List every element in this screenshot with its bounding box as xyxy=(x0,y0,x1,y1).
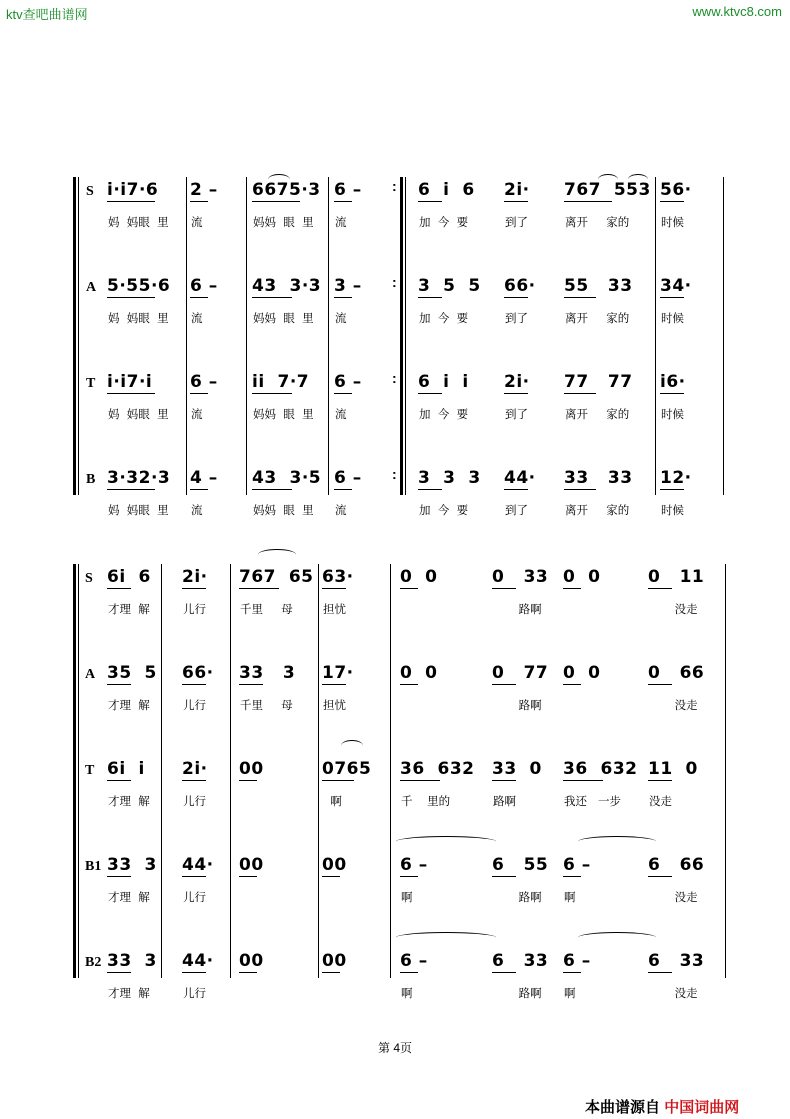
lyric: 流 xyxy=(191,311,203,325)
lyric: 才理 解 xyxy=(108,986,150,1000)
lyric: 加 今 要 xyxy=(419,407,469,421)
header-left: ktv查吧曲谱网 xyxy=(6,7,88,22)
beam-line xyxy=(492,876,516,877)
beam-line xyxy=(107,588,131,589)
note-group: 33 33 xyxy=(564,468,633,488)
beam-line xyxy=(648,588,672,589)
note-group: 66· xyxy=(182,663,214,683)
beam-line xyxy=(400,684,418,685)
slur-arc xyxy=(268,174,290,185)
lyric: 妈 妈眼 里 xyxy=(108,407,169,421)
note-group: 44· xyxy=(182,855,214,875)
beam-line xyxy=(660,297,684,298)
beam-line xyxy=(504,201,528,202)
note-group: 43 3·5 xyxy=(252,468,322,488)
beam-line xyxy=(564,297,596,298)
note-group: 66· xyxy=(504,276,536,296)
note-group: 2i· xyxy=(504,180,530,200)
beam-line xyxy=(322,588,346,589)
note-group: 6 – xyxy=(563,855,591,875)
slur-arc xyxy=(341,740,363,751)
note-group: 0765 xyxy=(322,759,372,779)
source-credit-a: 本曲谱源自 xyxy=(585,1099,661,1116)
barline xyxy=(655,177,656,495)
barline xyxy=(161,564,162,978)
note-group: 0 0 xyxy=(563,663,601,683)
slur-arc xyxy=(578,836,656,847)
part-label: S xyxy=(86,184,94,199)
beam-line xyxy=(400,972,418,973)
lyric: 时候 xyxy=(661,407,684,421)
beam-line xyxy=(418,201,442,202)
note-group: 0 11 xyxy=(648,567,705,587)
note-group: 6 – xyxy=(334,372,362,392)
part-label: B1 xyxy=(85,859,102,874)
beam-line xyxy=(239,684,263,685)
note-group: 6 55 xyxy=(492,855,549,875)
lyric: 离开 家的 xyxy=(565,407,630,421)
lyric: 到了 xyxy=(505,311,528,325)
beam-line xyxy=(190,201,208,202)
lyric: 加 今 要 xyxy=(419,215,469,229)
lyric: 没走 xyxy=(649,698,698,712)
note-group: 3 3 3 xyxy=(418,468,481,488)
part-label: A xyxy=(86,280,97,295)
note-group: 6 33 xyxy=(648,951,705,971)
part-label: T xyxy=(85,763,95,778)
beam-line xyxy=(107,780,131,781)
part-label: B2 xyxy=(85,955,102,970)
beam-line xyxy=(107,201,155,202)
beam-line xyxy=(322,876,340,877)
note-group: 0 33 xyxy=(492,567,549,587)
lyric: 路啊 xyxy=(493,890,542,904)
beam-line xyxy=(239,972,257,973)
note-group: i6· xyxy=(660,372,686,392)
beam-line xyxy=(492,588,516,589)
barline xyxy=(246,177,247,495)
beam-line xyxy=(648,876,672,877)
beam-line xyxy=(504,393,528,394)
lyric: 妈妈 眼 里 xyxy=(253,503,314,517)
note-group: 767 65 xyxy=(239,567,314,587)
lyric: 到了 xyxy=(505,407,528,421)
beam-line xyxy=(400,588,418,589)
note-group: 6 – xyxy=(400,855,428,875)
note-group: 6 i i xyxy=(418,372,469,392)
lyric: 才理 解 xyxy=(108,698,150,712)
note-group: i·i7·6 xyxy=(107,180,159,200)
beam-line xyxy=(564,393,596,394)
lyric: 我还 一步 xyxy=(564,794,621,808)
note-group: 0 77 xyxy=(492,663,549,683)
lyric: 儿行 xyxy=(183,794,206,808)
lyric: 儿行 xyxy=(183,986,206,1000)
lyric: 路啊 xyxy=(493,986,542,1000)
note-group: 36 632 xyxy=(400,759,475,779)
lyric: 啊 xyxy=(564,890,576,904)
beam-line xyxy=(492,780,516,781)
lyric: 儿行 xyxy=(183,602,206,616)
note-group: 0 0 xyxy=(400,567,438,587)
beam-line xyxy=(239,780,257,781)
slur-arc xyxy=(628,174,648,185)
lyric: 时候 xyxy=(661,311,684,325)
barline xyxy=(318,564,319,978)
note-group: 6 – xyxy=(334,180,362,200)
beam-line xyxy=(182,588,206,589)
note-group: 2 – xyxy=(190,180,218,200)
note-group: 77 77 xyxy=(564,372,633,392)
slur-arc xyxy=(598,174,618,185)
note-group: 56· xyxy=(660,180,692,200)
note-group: 43 3·3 xyxy=(252,276,322,296)
note-group: i·i7·i xyxy=(107,372,153,392)
beam-line xyxy=(239,588,279,589)
lyric: 才理 解 xyxy=(108,602,150,616)
lyric: 流 xyxy=(335,503,347,517)
note-group: 36 632 xyxy=(563,759,638,779)
beam-line xyxy=(182,684,206,685)
note-group: 35 5 xyxy=(107,663,157,683)
repeat-dots: : xyxy=(392,466,397,482)
barline xyxy=(186,177,187,495)
lyric: 啊 xyxy=(401,890,413,904)
beam-line xyxy=(648,972,672,973)
beam-line xyxy=(418,489,442,490)
note-group: 00 xyxy=(322,855,347,875)
lyric: 到了 xyxy=(505,215,528,229)
lyric: 流 xyxy=(335,311,347,325)
beam-line xyxy=(252,489,292,490)
beam-line xyxy=(400,780,440,781)
slur-arc xyxy=(258,549,296,560)
part-label: T xyxy=(86,376,96,391)
note-group: 00 xyxy=(239,855,264,875)
beam-line xyxy=(418,393,442,394)
note-group: 6 – xyxy=(334,468,362,488)
beam-line xyxy=(107,684,131,685)
beam-line xyxy=(107,297,155,298)
lyric: 妈 妈眼 里 xyxy=(108,311,169,325)
beam-line xyxy=(418,297,442,298)
beam-line xyxy=(563,684,581,685)
part-label: B xyxy=(86,472,96,487)
lyric: 没走 xyxy=(649,890,698,904)
beam-line xyxy=(107,489,155,490)
beam-line xyxy=(252,393,292,394)
beam-line xyxy=(504,489,528,490)
beam-line xyxy=(107,393,155,394)
beam-line xyxy=(400,876,418,877)
note-group: 3 – xyxy=(334,276,362,296)
note-group: 2i· xyxy=(182,567,208,587)
lyric: 流 xyxy=(335,215,347,229)
slur-arc xyxy=(578,932,656,943)
page-number: 第 4页 xyxy=(377,1041,412,1055)
beam-line xyxy=(648,684,672,685)
note-group: 2i· xyxy=(182,759,208,779)
slur-arc xyxy=(396,932,496,943)
note-group: 6 i 6 xyxy=(418,180,475,200)
barline xyxy=(390,564,391,978)
lyric: 没走 xyxy=(649,794,672,808)
beam-line xyxy=(334,393,352,394)
barline xyxy=(725,564,726,978)
note-group: 6 – xyxy=(190,372,218,392)
source-credit-b: 中国词曲网 xyxy=(664,1099,740,1116)
lyric: 啊 xyxy=(323,794,342,808)
repeat-dots: : xyxy=(392,370,397,386)
beam-line xyxy=(252,297,292,298)
note-group: 33 3 xyxy=(239,663,296,683)
note-group: ii 7·7 xyxy=(252,372,310,392)
note-group: 44· xyxy=(504,468,536,488)
beam-line xyxy=(564,489,596,490)
note-group: 767 553 xyxy=(564,180,651,200)
lyric: 到了 xyxy=(505,503,528,517)
lyric: 没走 xyxy=(649,986,698,1000)
beam-line xyxy=(334,489,352,490)
note-group: 3·32·3 xyxy=(107,468,171,488)
lyric: 妈妈 眼 里 xyxy=(253,311,314,325)
repeat-dots: : xyxy=(392,274,397,290)
note-group: 00 xyxy=(239,951,264,971)
note-group: 44· xyxy=(182,951,214,971)
beam-line xyxy=(107,876,131,877)
note-group: 0 0 xyxy=(400,663,438,683)
lyric: 妈 妈眼 里 xyxy=(108,215,169,229)
beam-line xyxy=(334,201,352,202)
part-label: S xyxy=(85,571,93,586)
beam-line xyxy=(660,201,684,202)
beam-line xyxy=(182,876,206,877)
beam-line xyxy=(504,297,528,298)
lyric: 啊 xyxy=(564,986,576,1000)
system-brace-inner xyxy=(78,564,79,978)
lyric: 千里 母 xyxy=(240,698,293,712)
lyric: 妈妈 眼 里 xyxy=(253,407,314,421)
note-group: 6 – xyxy=(563,951,591,971)
lyric: 千 里的 xyxy=(401,794,451,808)
lyric: 流 xyxy=(191,407,203,421)
beam-line xyxy=(182,780,206,781)
note-group: 17· xyxy=(322,663,354,683)
beam-line xyxy=(322,780,354,781)
lyric: 流 xyxy=(335,407,347,421)
note-group: 6 33 xyxy=(492,951,549,971)
note-group: 6i 6 xyxy=(107,567,151,587)
lyric: 妈妈 眼 里 xyxy=(253,215,314,229)
beam-line xyxy=(252,201,300,202)
lyric: 千里 母 xyxy=(240,602,293,616)
beam-line xyxy=(648,780,672,781)
lyric: 时候 xyxy=(661,215,684,229)
note-group: 3 5 5 xyxy=(418,276,481,296)
lyric: 担忧 xyxy=(323,698,346,712)
lyric: 流 xyxy=(191,215,203,229)
lyric: 没走 xyxy=(649,602,698,616)
beam-line xyxy=(564,201,612,202)
note-group: 6 – xyxy=(190,276,218,296)
beam-line xyxy=(492,684,516,685)
lyric: 加 今 要 xyxy=(419,503,469,517)
lyric: 路啊 xyxy=(493,698,542,712)
beam-line xyxy=(492,972,516,973)
note-group: 11 0 xyxy=(648,759,698,779)
beam-line xyxy=(190,489,208,490)
note-group: 6 – xyxy=(400,951,428,971)
beam-line xyxy=(563,588,581,589)
lyric: 担忧 xyxy=(323,602,346,616)
note-group: 0 66 xyxy=(648,663,705,683)
lyric: 妈 妈眼 里 xyxy=(108,503,169,517)
note-group: 6i i xyxy=(107,759,145,779)
beam-line xyxy=(660,489,684,490)
lyric: 加 今 要 xyxy=(419,311,469,325)
beam-line xyxy=(660,393,684,394)
note-group: 12· xyxy=(660,468,692,488)
barline xyxy=(230,564,231,978)
lyric: 儿行 xyxy=(183,890,206,904)
barline xyxy=(328,177,329,495)
note-group: 63· xyxy=(322,567,354,587)
note-group: 34· xyxy=(660,276,692,296)
lyric: 才理 解 xyxy=(108,890,150,904)
beam-line xyxy=(322,972,340,973)
system-brace-inner xyxy=(78,177,79,495)
note-group: 00 xyxy=(322,951,347,971)
beam-line xyxy=(190,393,208,394)
repeat-barline xyxy=(400,177,403,495)
beam-line xyxy=(563,876,581,877)
lyric: 才理 解 xyxy=(108,794,150,808)
note-group: 2i· xyxy=(504,372,530,392)
beam-line xyxy=(334,297,352,298)
lyric: 啊 xyxy=(401,986,413,1000)
note-group: 00 xyxy=(239,759,264,779)
note-group: 4 – xyxy=(190,468,218,488)
beam-line xyxy=(563,972,581,973)
beam-line xyxy=(239,876,257,877)
header-right: www.ktvc8.com xyxy=(692,4,782,19)
lyric: 路啊 xyxy=(493,602,542,616)
lyric: 儿行 xyxy=(183,698,206,712)
lyric: 离开 家的 xyxy=(565,311,630,325)
beam-line xyxy=(563,780,603,781)
note-group: 5·55·6 xyxy=(107,276,171,296)
barline xyxy=(723,177,724,495)
beam-line xyxy=(107,972,131,973)
lyric: 路啊 xyxy=(493,794,516,808)
note-group: 6675·3 xyxy=(252,180,321,200)
note-group: 33 0 xyxy=(492,759,542,779)
beam-line xyxy=(322,684,346,685)
note-group: 33 3 xyxy=(107,951,157,971)
repeat-dots: : xyxy=(392,178,397,194)
source-credit xyxy=(585,1096,739,1117)
lyric: 离开 家的 xyxy=(565,503,630,517)
repeat-barline-thin xyxy=(405,177,406,495)
lyric: 离开 家的 xyxy=(565,215,630,229)
lyric: 时候 xyxy=(661,503,684,517)
note-group: 6 66 xyxy=(648,855,705,875)
note-group: 55 33 xyxy=(564,276,633,296)
note-group: 0 0 xyxy=(563,567,601,587)
slur-arc xyxy=(396,836,496,847)
system-brace xyxy=(73,564,76,978)
part-label: A xyxy=(85,667,96,682)
note-group: 33 3 xyxy=(107,855,157,875)
lyric: 流 xyxy=(191,503,203,517)
system-brace xyxy=(73,177,76,495)
beam-line xyxy=(190,297,208,298)
beam-line xyxy=(182,972,206,973)
